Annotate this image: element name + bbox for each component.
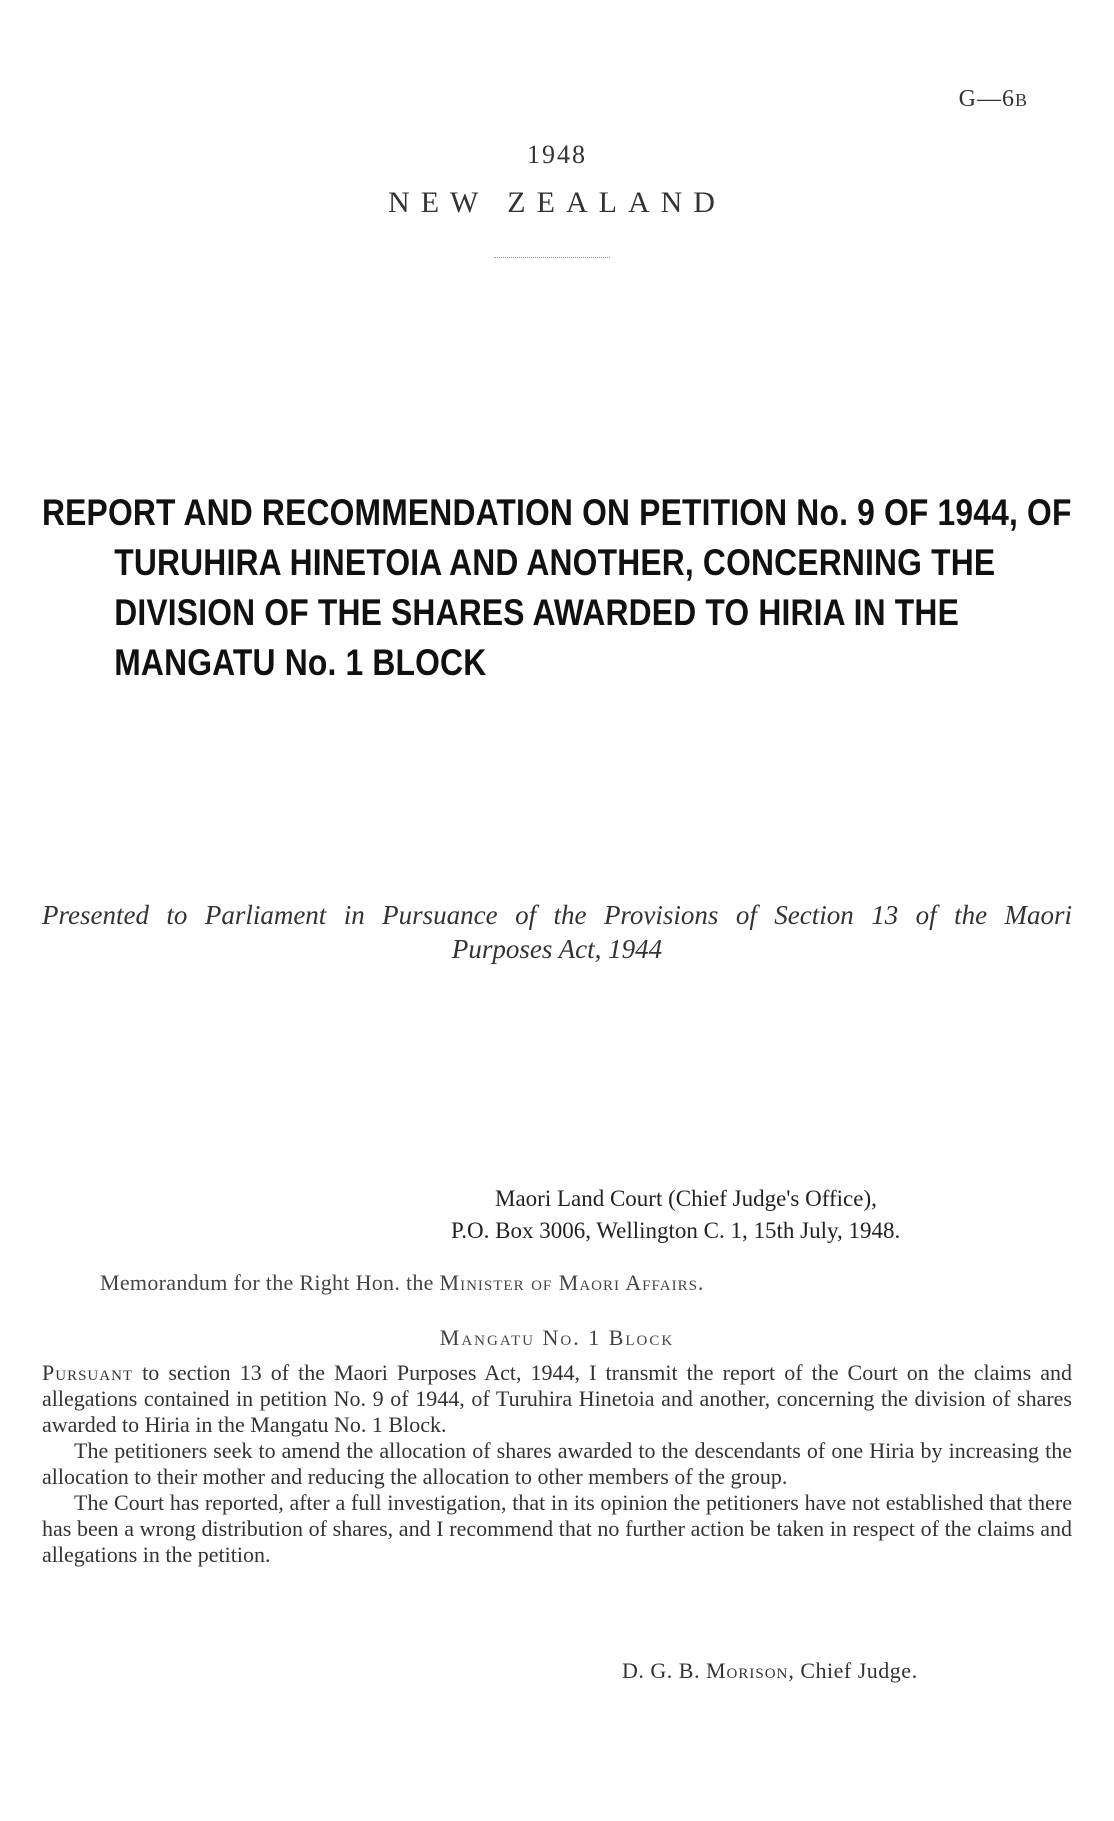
title-line-1: REPORT AND RECOMMENDATION ON PETITION No. 9 OF 1944, OF bbox=[42, 492, 1072, 533]
body-paragraph-2: The petitioners seek to amend the allocation of shares awarded to the descendants of one Hiria by increasing the allocation to their mother and reducing the allocation to other members of the group. bbox=[42, 1438, 1072, 1489]
presented-line-2: Purposes Act, 1944 bbox=[451, 934, 663, 964]
address-line-2: P.O. Box 3006, Wellington C. 1, 15th July, 1948. bbox=[451, 1218, 901, 1243]
signature-title: , Chief Judge. bbox=[788, 1658, 918, 1683]
paper-code-suffix: B bbox=[1014, 90, 1028, 110]
paragraph-1-text: to section 13 of the Maori Purposes Act, 1944, I transmit the report of the Court on the claims and allegations contained in petition No. 9 of 1944, of Turuhira Hinetoia and another, concerning the division of shares awarded to Hiria in the Mangatu No. 1 Block. bbox=[42, 1360, 1072, 1437]
address-line-1: Maori Land Court (Chief Judge's Office), bbox=[495, 1186, 877, 1211]
title-line-2: TURUHIRA HINETOIA AND ANOTHER, CONCERNING THE bbox=[114, 542, 996, 583]
section-heading: Mangatu No. 1 Block bbox=[439, 1325, 675, 1350]
memo-prefix: Memorandum for the Right Hon. the bbox=[100, 1270, 440, 1295]
title-line-3: DIVISION OF THE SHARES AWARDED TO HIRIA IN THE bbox=[114, 592, 959, 633]
office-address bbox=[451, 1183, 901, 1247]
country-heading: NEW ZEALAND bbox=[388, 186, 726, 219]
signature-name: Morison bbox=[705, 1658, 789, 1683]
body-paragraph-1 bbox=[42, 1360, 1072, 1438]
memo-addressee: Minister of Maori Affairs. bbox=[439, 1270, 705, 1295]
paper-code bbox=[959, 86, 1028, 113]
memorandum-line bbox=[100, 1270, 704, 1296]
body-paragraph-3: The Court has reported, after a full investigation, that in its opinion the petitioners have not established that there has been a wrong distribution of shares, and I recommend that no further action be taken in respect of the claims and allegations in the petition. bbox=[42, 1490, 1072, 1567]
signature-initials: D. G. B. bbox=[622, 1658, 706, 1683]
memo-body bbox=[42, 1360, 1072, 1568]
divider-rule bbox=[494, 257, 610, 258]
paragraph-lead: Pursuant bbox=[42, 1360, 134, 1385]
signature bbox=[622, 1658, 918, 1684]
title-line-4: MANGATU No. 1 BLOCK bbox=[114, 642, 487, 683]
presented-line-1: Presented to Parliament in Pursuance of the Provisions of Section 13 of the Maori bbox=[42, 900, 1072, 930]
paper-code-main: G—6 bbox=[958, 86, 1015, 112]
year: 1948 bbox=[527, 140, 587, 169]
presented-statement bbox=[42, 898, 1072, 966]
document-title bbox=[42, 488, 1072, 688]
